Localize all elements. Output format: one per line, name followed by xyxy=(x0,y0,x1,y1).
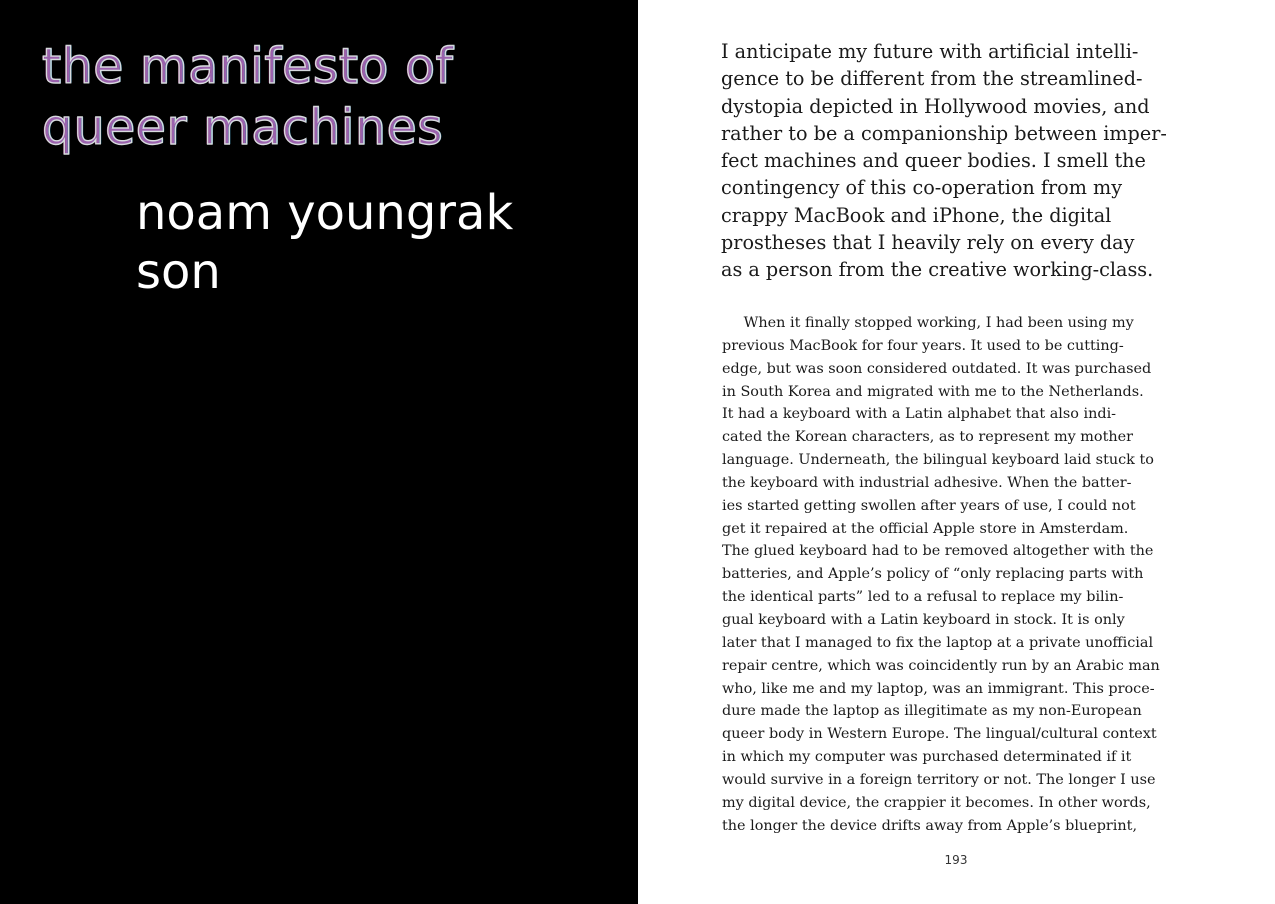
lede-line: contingency of this co-operation from my xyxy=(721,176,1123,200)
lede-line: as a person from the creative working-class. xyxy=(721,258,1154,282)
body-line: previous MacBook for four years. It used to be cutting- xyxy=(722,337,1124,354)
essay-title xyxy=(42,36,453,158)
body-line: gual keyboard with a Latin keyboard in stock. It is only xyxy=(722,611,1125,628)
lede-line: prostheses that I heavily rely on every day xyxy=(721,231,1135,255)
body-line: who, like me and my laptop, was an immigrant. This proce- xyxy=(722,680,1155,697)
lede-line: gence to be different from the streamlined- xyxy=(721,67,1143,91)
title-line: the manifesto of xyxy=(42,38,454,95)
body-line: ies started getting swollen after years of use, I could not xyxy=(722,497,1136,514)
body-paragraph xyxy=(722,312,1160,837)
right-page xyxy=(638,0,1275,904)
body-line: the keyboard with industrial adhesive. When the batter- xyxy=(722,474,1132,491)
body-line: queer body in Western Europe. The lingual/cultural context xyxy=(722,726,1157,743)
body-line: edge, but was soon considered outdated. It was purchased xyxy=(722,360,1152,377)
body-line: cated the Korean characters, as to represent my mother xyxy=(722,429,1134,446)
author-line: son xyxy=(136,244,221,300)
body-line: in which my computer was purchased determinated if it xyxy=(722,749,1132,766)
lede-line: I anticipate my future with artificial intelli- xyxy=(721,40,1139,63)
lede-line: fect machines and queer bodies. I smell the xyxy=(721,149,1146,173)
author-line: noam youngrak xyxy=(136,185,514,241)
body-line: my digital device, the crappier it becomes. In other words, xyxy=(722,794,1151,811)
body-line: dure made the laptop as illegitimate as my non-European xyxy=(722,703,1142,720)
lede-paragraph xyxy=(721,38,1167,284)
lede-line: crappy MacBook and iPhone, the digital xyxy=(721,203,1112,227)
page-number: 193 xyxy=(944,853,968,867)
body-line: The glued keyboard had to be removed altogether with the xyxy=(722,543,1154,560)
body-line: batteries, and Apple’s policy of “only replacing parts with xyxy=(722,566,1144,583)
body-line: would survive in a foreign territory or not. The longer I use xyxy=(722,771,1156,788)
body-line: repair centre, which was coincidently run by an Arabic man xyxy=(722,657,1160,674)
body-line: the longer the device drifts away from Apple’s blueprint, xyxy=(722,817,1138,834)
author-name xyxy=(136,184,513,302)
body-line: in South Korea and migrated with me to the Netherlands. xyxy=(722,383,1144,400)
body-line: get it repaired at the official Apple store in Amsterdam. xyxy=(722,520,1129,537)
body-line: When it finally stopped working, I had been using my xyxy=(722,315,1134,331)
body-line: It had a keyboard with a Latin alphabet that also indi- xyxy=(722,406,1117,423)
body-line: later that I managed to fix the laptop at a private unofficial xyxy=(722,634,1154,651)
title-line: queer machines xyxy=(42,99,444,156)
lede-line: dystopia depicted in Hollywood movies, and xyxy=(721,94,1150,118)
body-line: language. Underneath, the bilingual keyboard laid stuck to xyxy=(722,452,1154,469)
body-line: the identical parts” led to a refusal to replace my bilin- xyxy=(722,589,1124,606)
lede-line: rather to be a companionship between imper- xyxy=(721,121,1167,145)
